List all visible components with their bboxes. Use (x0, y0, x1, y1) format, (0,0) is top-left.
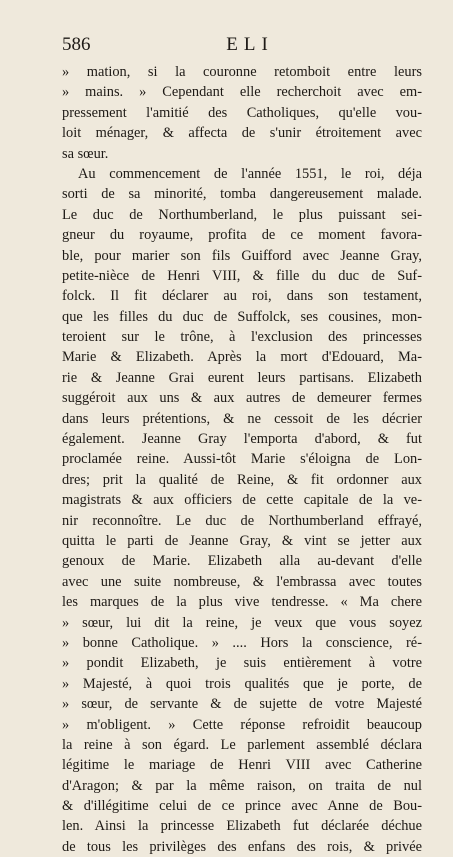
text-line: » sœur, lui dit la reine, je veux que vous soyez (62, 614, 422, 631)
text-line: les marques de la plus vive tendresse. « Ma chere (62, 594, 422, 611)
text-line: » Majesté, à quoi trois qualités que je porte, de (62, 675, 422, 692)
text-line: » pondit Elizabeth, je suis entièrement à votre (62, 655, 422, 672)
text-line: que les filles du duc de Suffolck, ses cousines, mon- (62, 308, 422, 325)
text-line: la reine à son égard. Le parlement assemblé déclara (62, 736, 422, 753)
text-line: Marie & Elizabeth. Après la mort d'Edouard, Ma- (62, 349, 422, 366)
text-line: nir reconnoître. Le duc de Northumberland effrayé, (62, 512, 422, 529)
text-line: sorti de sa minorité, tomba dangereusement malade. (62, 186, 422, 203)
page-number: 586 (62, 34, 91, 55)
text-line: » m'obligent. » Cette réponse refroidit beaucoup (62, 716, 422, 733)
text-line: ble, pour marier son fils Guifford avec Jeanne Gray, (62, 247, 422, 264)
text-line: » mains. » Cependant elle recherchoit avec em- (62, 84, 422, 101)
text-line: len. Ainsi la princesse Elizabeth fut déclarée déchue (62, 818, 422, 835)
text-line: dans leurs prétentions, & ne cessoit de les décrier (62, 410, 422, 427)
text-line: & d'illégitime celui de ce prince avec Anne de Bou- (62, 798, 422, 815)
text-line: Au commencement de l'année 1551, le roi, déja (78, 165, 422, 182)
text-line: teroient sur le trône, à l'exclusion des princesses (62, 329, 422, 346)
text-line: quitta le parti de Jeanne Gray, & vint se jetter aux (62, 532, 422, 549)
body-text (62, 62, 422, 857)
text-line: magistrats & aux officiers de cette capitale de la ve- (62, 492, 422, 509)
text-line: loit ménager, & affecta de s'unir étroitement avec (62, 125, 422, 142)
text-line: folck. Il fit déclarer au roi, dans son testament, (62, 288, 422, 305)
text-line: » bonne Catholique. » .... Hors la conscience, ré- (62, 634, 422, 651)
text-line: » sœur, de servante & de sujette de votre Majesté (62, 696, 422, 713)
text-line: légitime le mariage de Henri VIII avec Catherine (62, 757, 422, 774)
text-line: rie & Jeanne Grai eurent leurs partisans. Elizabeth (62, 369, 422, 386)
text-line: avec une suite nombreuse, & l'embrassa avec toutes (62, 573, 422, 590)
text-line: pressement l'amitié des Catholiques, qu'elle vou- (62, 104, 422, 121)
text-line: gneur du royaume, profita de ce moment favora- (62, 227, 422, 244)
text-line: Le duc de Northumberland, le plus puissant sei- (62, 206, 422, 223)
text-line: également. Jeanne Gray l'emporta d'abord, & fut (62, 431, 422, 448)
text-line: proclamée reine. Aussi-tôt Marie s'éloigna de Lon- (62, 451, 422, 468)
running-header (62, 34, 422, 60)
text-line: dres; prit la qualité de Reine, & fit ordonner aux (62, 471, 422, 488)
text-line: genoux de Marie. Elizabeth alla au-devant d'elle (62, 553, 422, 570)
text-line: sa sœur. (62, 145, 109, 162)
text-line: » mation, si la couronne retomboit entre leurs (62, 64, 422, 80)
text-line: suggéroit aux uns & aux autres de demeurer fermes (62, 390, 422, 407)
text-line: d'Aragon; & par la même raison, on traita de nul (62, 777, 422, 794)
text-line: de tous les privilèges des enfans des rois, & privée (62, 838, 422, 855)
running-title: ELI (226, 34, 274, 55)
text-line: petite-nièce de Henri VIII, & fille du duc de Suf- (62, 267, 422, 284)
